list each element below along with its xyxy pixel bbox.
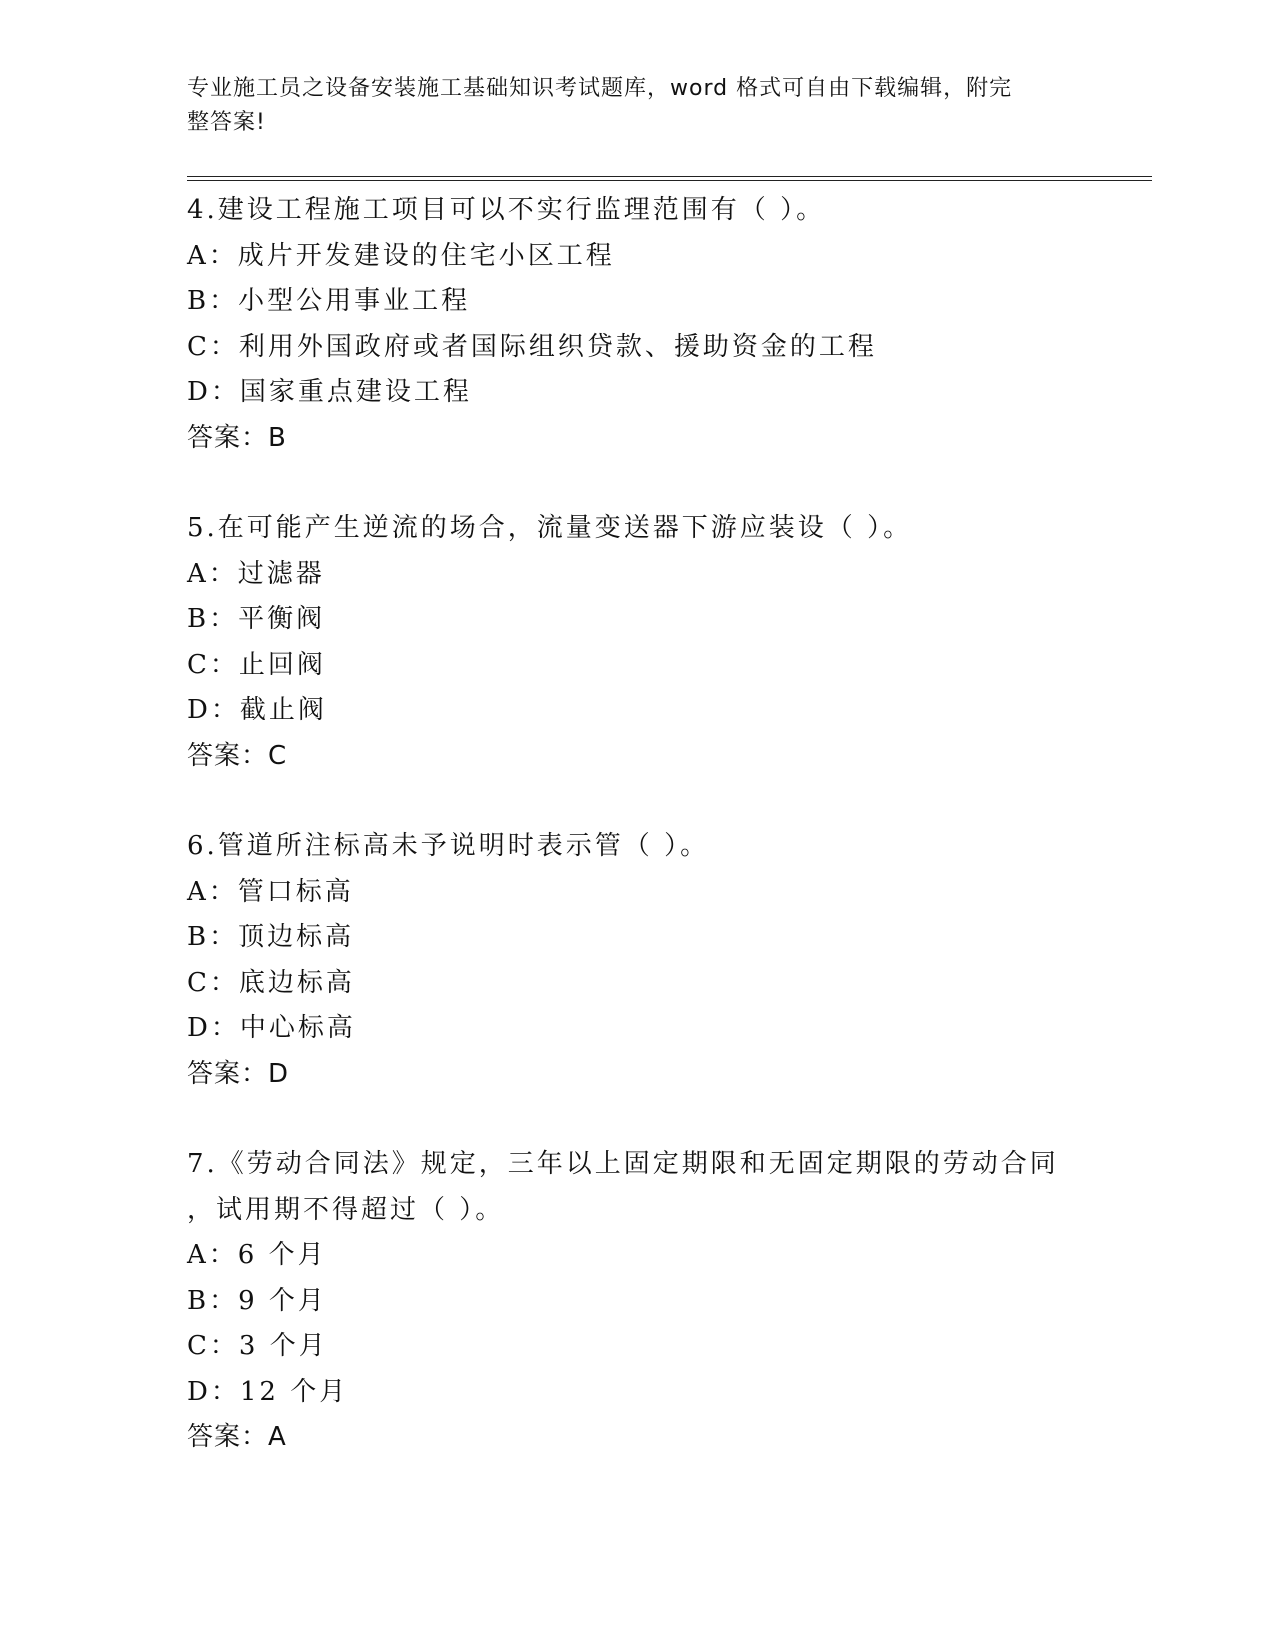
- answer: 答案：A: [187, 1422, 287, 1452]
- option-d: D：中心标高: [187, 1013, 356, 1043]
- answer: 答案：D: [187, 1058, 290, 1089]
- option-a: A：6 个月: [187, 1240, 327, 1270]
- header-line-1: 专业施工员之设备安装施工基础知识考试题库，word 格式可自由下载编辑，附完: [187, 76, 1013, 101]
- option-a: A：过滤器: [187, 558, 325, 589]
- option-a: A：成片开发建设的住宅小区工程: [187, 240, 615, 271]
- option-b: B：顶边标高: [187, 922, 355, 952]
- option-c: C：利用外国政府或者国际组织贷款、援助资金的工程: [187, 331, 877, 362]
- option-b: B：平衡阀: [187, 604, 326, 634]
- question-stem: 5.在可能产生逆流的场合，流量变送器下游应装设（ ）。: [187, 513, 913, 543]
- option-c: C：底边标高: [187, 967, 355, 998]
- option-d: D：国家重点建设工程: [187, 377, 472, 407]
- option-c: C：3 个月: [187, 1331, 328, 1361]
- option-d: D：截止阀: [187, 695, 327, 725]
- question-stem-line-1: 7.《劳动合同法》规定，三年以上固定期限和无固定期限的劳动合同: [187, 1149, 1059, 1179]
- question-4: [187, 188, 1067, 461]
- option-a: A：管口标高: [187, 876, 354, 907]
- question-stem: 6.管道所注标高未予说明时表示管（ ）。: [187, 831, 710, 861]
- question-stem: 4.建设工程施工项目可以不实行监理范围有（ ）。: [187, 195, 826, 225]
- header-line-2: 整答案!: [187, 110, 266, 135]
- answer: 答案：C: [187, 740, 288, 771]
- question-6: [187, 824, 1067, 1097]
- question-5: [187, 506, 1067, 779]
- option-c: C：止回阀: [187, 649, 326, 680]
- document-header: [187, 72, 1067, 140]
- question-7: [187, 1142, 1067, 1461]
- option-d: D：12 个月: [187, 1376, 349, 1407]
- option-b: B：9 个月: [187, 1285, 327, 1316]
- header-divider-top: [187, 176, 1152, 177]
- option-b: B：小型公用事业工程: [187, 286, 471, 316]
- answer: 答案：B: [187, 422, 287, 453]
- header-divider-bottom: [187, 180, 1152, 181]
- question-stem-line-2: ，试用期不得超过（ ）。: [187, 1194, 505, 1225]
